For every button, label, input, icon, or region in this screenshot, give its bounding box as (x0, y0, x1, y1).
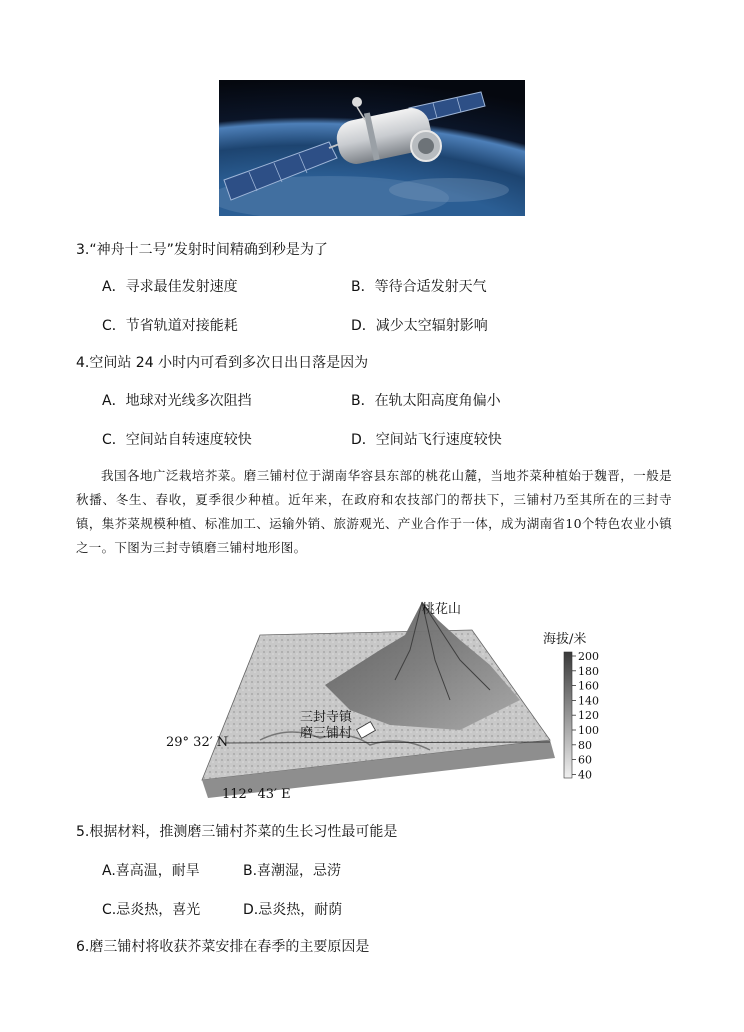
legend-tick-label: 200 (578, 650, 599, 663)
question-5-option-b[interactable]: B.喜潮湿，忌涝 (243, 863, 342, 879)
legend-title: 海拔/米 (543, 632, 587, 647)
question-4-option-b[interactable]: B．在轨太阳高度角偏小 (351, 393, 501, 409)
terrain-map-figure (160, 590, 620, 805)
legend-tick-label: 60 (578, 753, 592, 767)
legend-color-bar (564, 652, 572, 778)
map-village-label: 磨三铺村 (300, 726, 353, 741)
question-3-stem: 3.“神舟十二号”发射时间精确到秒是为了 (76, 242, 328, 258)
question-4-option-c[interactable]: C．空间站自转速度较快 (102, 432, 252, 448)
legend-tick-label: 140 (578, 694, 599, 708)
question-5-stem: 5.根据材料，推测磨三铺村芥菜的生长习性最可能是 (76, 824, 398, 840)
question-4-option-a[interactable]: A．地球对光线多次阻挡 (102, 393, 252, 409)
legend-ticks (572, 650, 599, 781)
reading-passage: 我国各地广泛栽培芥菜。磨三铺村位于湖南华容县东部的桃花山麓，当地芥菜种植始于魏晋，一般是秋播、冬生、春收，夏季很少种植。近年来，在政府和农技部门的帮扶下，三铺村乃至其所在的三封寺镇，集芥菜规模种植、标准加工、运输外销、旅游观光、产业合作于一体，成为湖南省10个特色农业小镇之一。下图为三封寺镇磨三铺村地形图。 (76, 468, 672, 555)
map-peak-label: 桃花山 (422, 602, 462, 617)
map-longitude-label: 112° 43′ E (222, 787, 291, 802)
legend-tick-label: 80 (578, 738, 592, 752)
question-4-stem: 4.空间站 24 小时内可看到多次日出日落是因为 (76, 355, 369, 371)
question-3-option-b[interactable]: B．等待合适发射天气 (351, 279, 487, 295)
question-3-option-a[interactable]: A．寻求最佳发射速度 (102, 279, 238, 295)
question-5-option-a[interactable]: A.喜高温，耐旱 (102, 863, 200, 879)
question-5-option-d[interactable]: D.忌炎热，耐荫 (243, 902, 343, 918)
space-station-photo (219, 80, 525, 216)
legend-tick-label: 100 (578, 724, 599, 737)
question-3-option-d[interactable]: D．减少太空辐射影响 (351, 318, 488, 334)
map-town-label: 三封寺镇 (300, 710, 353, 725)
legend-tick-label: 120 (578, 709, 599, 723)
map-latitude-label: 29° 32′ N (166, 735, 229, 750)
question-6-stem: 6.磨三铺村将收获芥菜安排在春季的主要原因是 (76, 939, 370, 955)
legend-tick-label: 40 (578, 768, 592, 782)
terrain-map (160, 590, 620, 805)
legend-tick-label: 180 (578, 664, 599, 678)
legend-tick-label: 160 (578, 679, 599, 693)
question-5-option-c[interactable]: C.忌炎热，喜光 (102, 902, 201, 918)
question-3-option-c[interactable]: C．节省轨道对接能耗 (102, 318, 238, 334)
question-4-option-d[interactable]: D．空间站飞行速度较快 (351, 432, 502, 448)
